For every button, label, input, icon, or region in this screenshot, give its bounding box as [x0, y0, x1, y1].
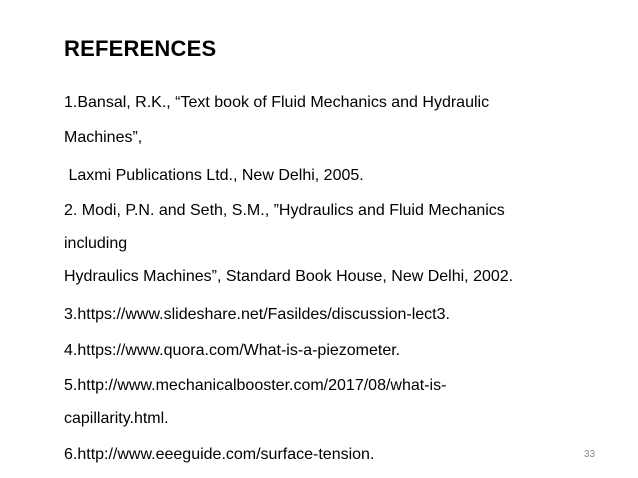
reference-line-6: Hydraulics Machines”, Standard Book House, New Delhi, 2002. [64, 268, 514, 285]
reference-line-11: 6.http://www.eeeguide.com/surface-tension. [64, 446, 375, 463]
reference-line-1: 1.Bansal, R.K., “Text book of Fluid Mechanics and Hydraulic [64, 94, 490, 111]
page-number: 33 [584, 449, 596, 460]
reference-line-2: Machines”, [64, 129, 143, 146]
reference-line-10: capillarity.html. [64, 410, 169, 427]
reference-line-8: 4.https://www.quora.com/What-is-a-piezometer. [64, 342, 401, 359]
reference-line-4: 2. Modi, P.N. and Seth, S.M., ”Hydraulics and Fluid Mechanics [64, 202, 505, 219]
reference-line-5: including [64, 235, 128, 252]
reference-line-3: Laxmi Publications Ltd., New Delhi, 2005. [64, 167, 364, 184]
reference-line-9: 5.http://www.mechanicalbooster.com/2017/08/what-is- [64, 377, 447, 394]
reference-line-7: 3.https://www.slideshare.net/Fasildes/discussion-lect3. [64, 306, 450, 323]
slide-title: REFERENCES [64, 36, 217, 61]
